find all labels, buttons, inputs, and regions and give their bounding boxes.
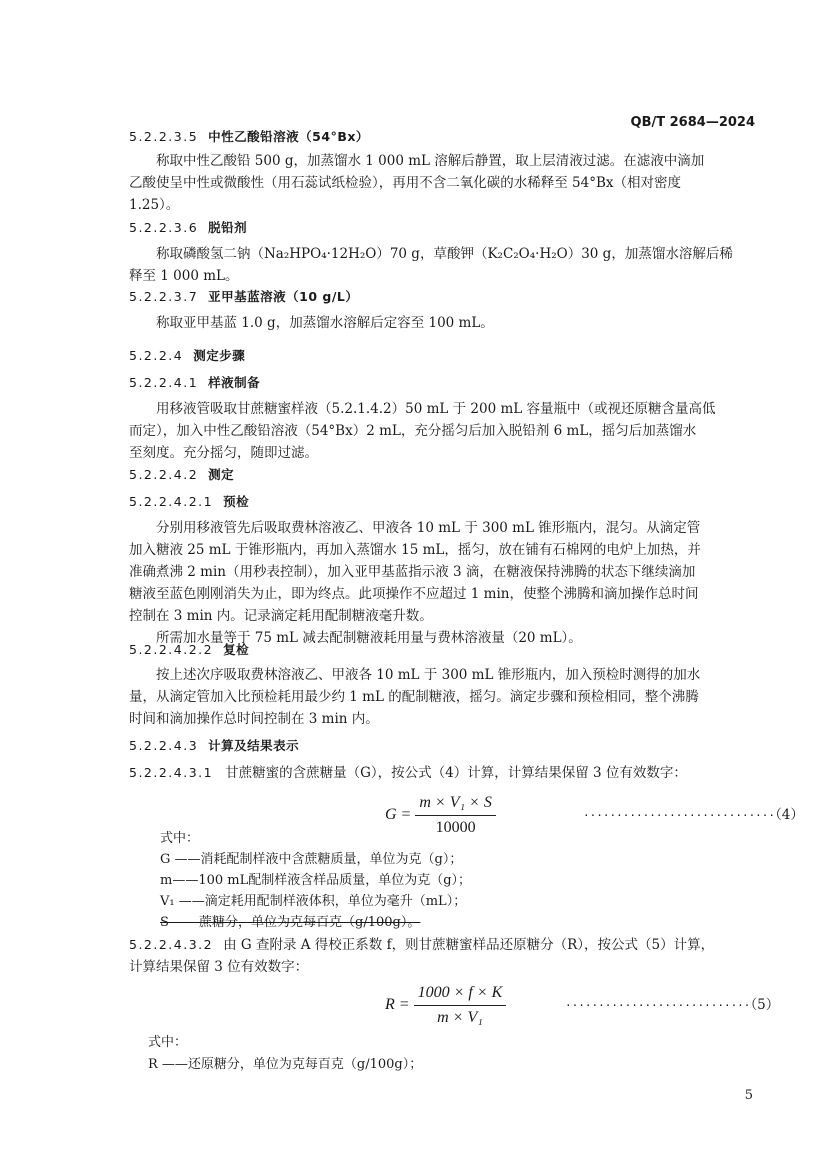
section-heading-5-2-2-4-3: [129, 735, 299, 757]
section-number: 5.2.2.4.2: [129, 467, 199, 482]
numerator: 1000 × f × K: [414, 982, 507, 1006]
text-line: 按上述次序吸取费林溶液乙、甲液各 10 mL 于 300 mL 锥形瓶内，加入预检时测得的加水: [156, 667, 701, 683]
section-number: 5.2.2.4.2.2: [129, 642, 214, 657]
section-number: 5.2.2.4.2.1: [129, 494, 214, 509]
section-number: 5.2.2.4.3.1: [129, 765, 214, 780]
formula-4-label: [583, 804, 804, 827]
section-heading-5-2-2-4-2-1: [129, 491, 249, 513]
equation-number: （4）: [775, 807, 804, 823]
text-line: 准确煮沸 2 min（用秒表控制），加入亚甲基蓝指示液 3 滴，在糖液保持沸腾的状态下继续滴加: [129, 564, 696, 580]
denominator: m × V₁: [437, 1009, 483, 1026]
section-title: 亚甲基蓝溶液（10 g/L）: [208, 289, 359, 304]
paragraph-methylene-blue: [129, 312, 755, 334]
section-number: 5.2.2.3.5: [129, 129, 199, 144]
section-heading-5-2-2-4: [129, 345, 245, 367]
text-line: 称取亚甲基蓝 1.0 g，加蒸馏水溶解后定容至 100 mL。: [156, 315, 494, 331]
section-title: 中性乙酸铅溶液（54°Bx）: [208, 129, 369, 144]
section-text: 甘蔗糖蜜的含蔗糖量（G），按公式（4）计算，计算结果保留 3 位有效数字：: [225, 765, 687, 781]
text-line: 加入糖液 25 mL 于锥形瓶内，再加入蒸馏水 15 mL，摇匀，放在铺有石棉网的电炉上加热，并: [129, 542, 701, 558]
denominator: 10000: [435, 819, 476, 836]
section-number: 5.2.2.3.7: [129, 289, 199, 304]
formula-lhs: R =: [385, 996, 410, 1014]
section-number: 5.2.2.4.3.2: [129, 937, 214, 952]
text-line: 称取磷酸氢二钠（Na₂HPO₄·12H₂O）70 g，草酸钾（K₂C₂O₄·H₂O）30 g，加蒸馏水溶解后稀: [156, 246, 733, 262]
fraction: [414, 982, 507, 1029]
section-title: 预检: [223, 494, 250, 509]
text-line: 糖液至蓝色刚刚消失为止，即为终点。此项操作不应超过 1 min，使整个沸腾和滴加操作总时间: [129, 586, 699, 602]
variable-definition-v1: V₁ ——滴定耗用配制样液体积，单位为毫升（mL）；: [160, 894, 467, 909]
paragraph-pre-test: [129, 517, 755, 649]
section-number: 5.2.2.4.3: [129, 738, 199, 753]
text-line: 而定），加入中性乙酸铅溶液（54°Bx）2 mL，充分摇匀后加入脱铅剂 6 mL，摇匀后加蒸馏水: [129, 423, 697, 439]
paragraph-sample-preparation: [129, 398, 755, 464]
section-heading-5-2-2-4-2-2: [129, 639, 249, 661]
text-line: 所需加水量等于 75 mL 减去配制糖液耗用量与费林溶液量（20 mL）。: [156, 630, 582, 646]
where-intro: 式中：: [160, 831, 200, 846]
numerator: m × V₁ × S: [415, 792, 495, 816]
variable-definition-g: G ——消耗配制样液中含蔗糖质量，单位为克（g）；: [160, 852, 463, 867]
formula-5-label: [565, 994, 779, 1017]
section-heading-5-2-2-3-5: [129, 126, 369, 148]
formula-lhs: G =: [385, 806, 412, 824]
paragraph-lead-acetate: [129, 150, 755, 216]
section-title: 测定步骤: [193, 348, 246, 363]
section-heading-5-2-2-3-6: [129, 217, 247, 239]
variable-definition-r: R ——还原糖分，单位为克每百克（g/100g）；: [148, 1057, 423, 1072]
where-intro: 式中：: [148, 1035, 188, 1050]
text-line: 由 G 查附录 A 得校正系数 f，则甘蔗糖蜜样品还原糖分（R），按公式（5）计算，: [223, 937, 715, 953]
section-number: 5.2.2.3.6: [129, 220, 199, 235]
text-line: 时间和滴加操作总时间控制在 3 min 内。: [129, 711, 379, 727]
section-title: 复检: [223, 642, 250, 657]
text-line: 1.25）。: [129, 197, 180, 213]
section-title: 样液制备: [208, 375, 261, 390]
formula-5: [385, 982, 506, 1029]
variable-definition-s: S ——蔗糖分，单位为克每百克（g/100g）。: [160, 915, 421, 930]
section-number: 5.2.2.4: [129, 348, 184, 363]
equation-number: （5）: [750, 997, 780, 1013]
text-line: 用移液管吸取甘蔗糖蜜样液（5.2.1.4.2）50 mL 于 200 mL 容量瓶中（或视还原糖含量高低: [156, 401, 716, 417]
text-line: 量，从滴定管加入比预检耗用最少约 1 mL 的配制糖液，摇匀。滴定步骤和预检相同，整个沸腾: [129, 689, 699, 705]
section-heading-5-2-2-4-2: [129, 464, 234, 486]
text-line: 释至 1 000 mL。: [129, 268, 239, 284]
paragraph-re-test: [129, 664, 755, 730]
section-heading-5-2-2-4-1: [129, 372, 260, 394]
leader-dots: ·····························: [583, 809, 776, 822]
section-title: 测定: [208, 467, 235, 482]
page-number: 5: [744, 1088, 753, 1103]
text-line: 称取中性乙酸铅 500 g，加蒸馏水 1 000 mL 溶解后静置，取上层清液过滤。在滤液中滴加: [156, 153, 705, 169]
section-5-2-2-4-3-2: [129, 934, 755, 956]
text-line: 计算结果保留 3 位有效数字：: [129, 959, 309, 975]
section-5-2-2-4-3-1: [129, 762, 687, 784]
section-number: 5.2.2.4.1: [129, 375, 199, 390]
text-line: 乙酸使呈中性或微酸性（用石蕊试纸检验），再用不含二氧化碳的水稀释至 54°Bx（相对密度: [129, 175, 682, 191]
text-line: 控制在 3 min 内。记录滴定耗用配制糖液毫升数。: [129, 608, 433, 624]
text-line: 分别用移液管先后吸取费林溶液乙、甲液各 10 mL 于 300 mL 锥形瓶内，混匀。从滴定管: [156, 520, 701, 536]
formula-4: [385, 792, 496, 839]
text-line: 至刻度。充分摇匀，随即过滤。: [129, 445, 318, 461]
variable-definition-m: m——100 mL配制样液含样品质量，单位为克（g）；: [160, 873, 472, 888]
leader-dots: ····························: [565, 999, 751, 1012]
section-heading-5-2-2-3-7: [129, 286, 358, 308]
section-title: 计算及结果表示: [208, 738, 300, 753]
fraction: [415, 792, 495, 839]
standard-number: QB/T 2684—2024: [630, 115, 755, 130]
section-title: 脱铅剂: [208, 220, 248, 235]
paragraph-deleading-agent: [129, 243, 755, 287]
